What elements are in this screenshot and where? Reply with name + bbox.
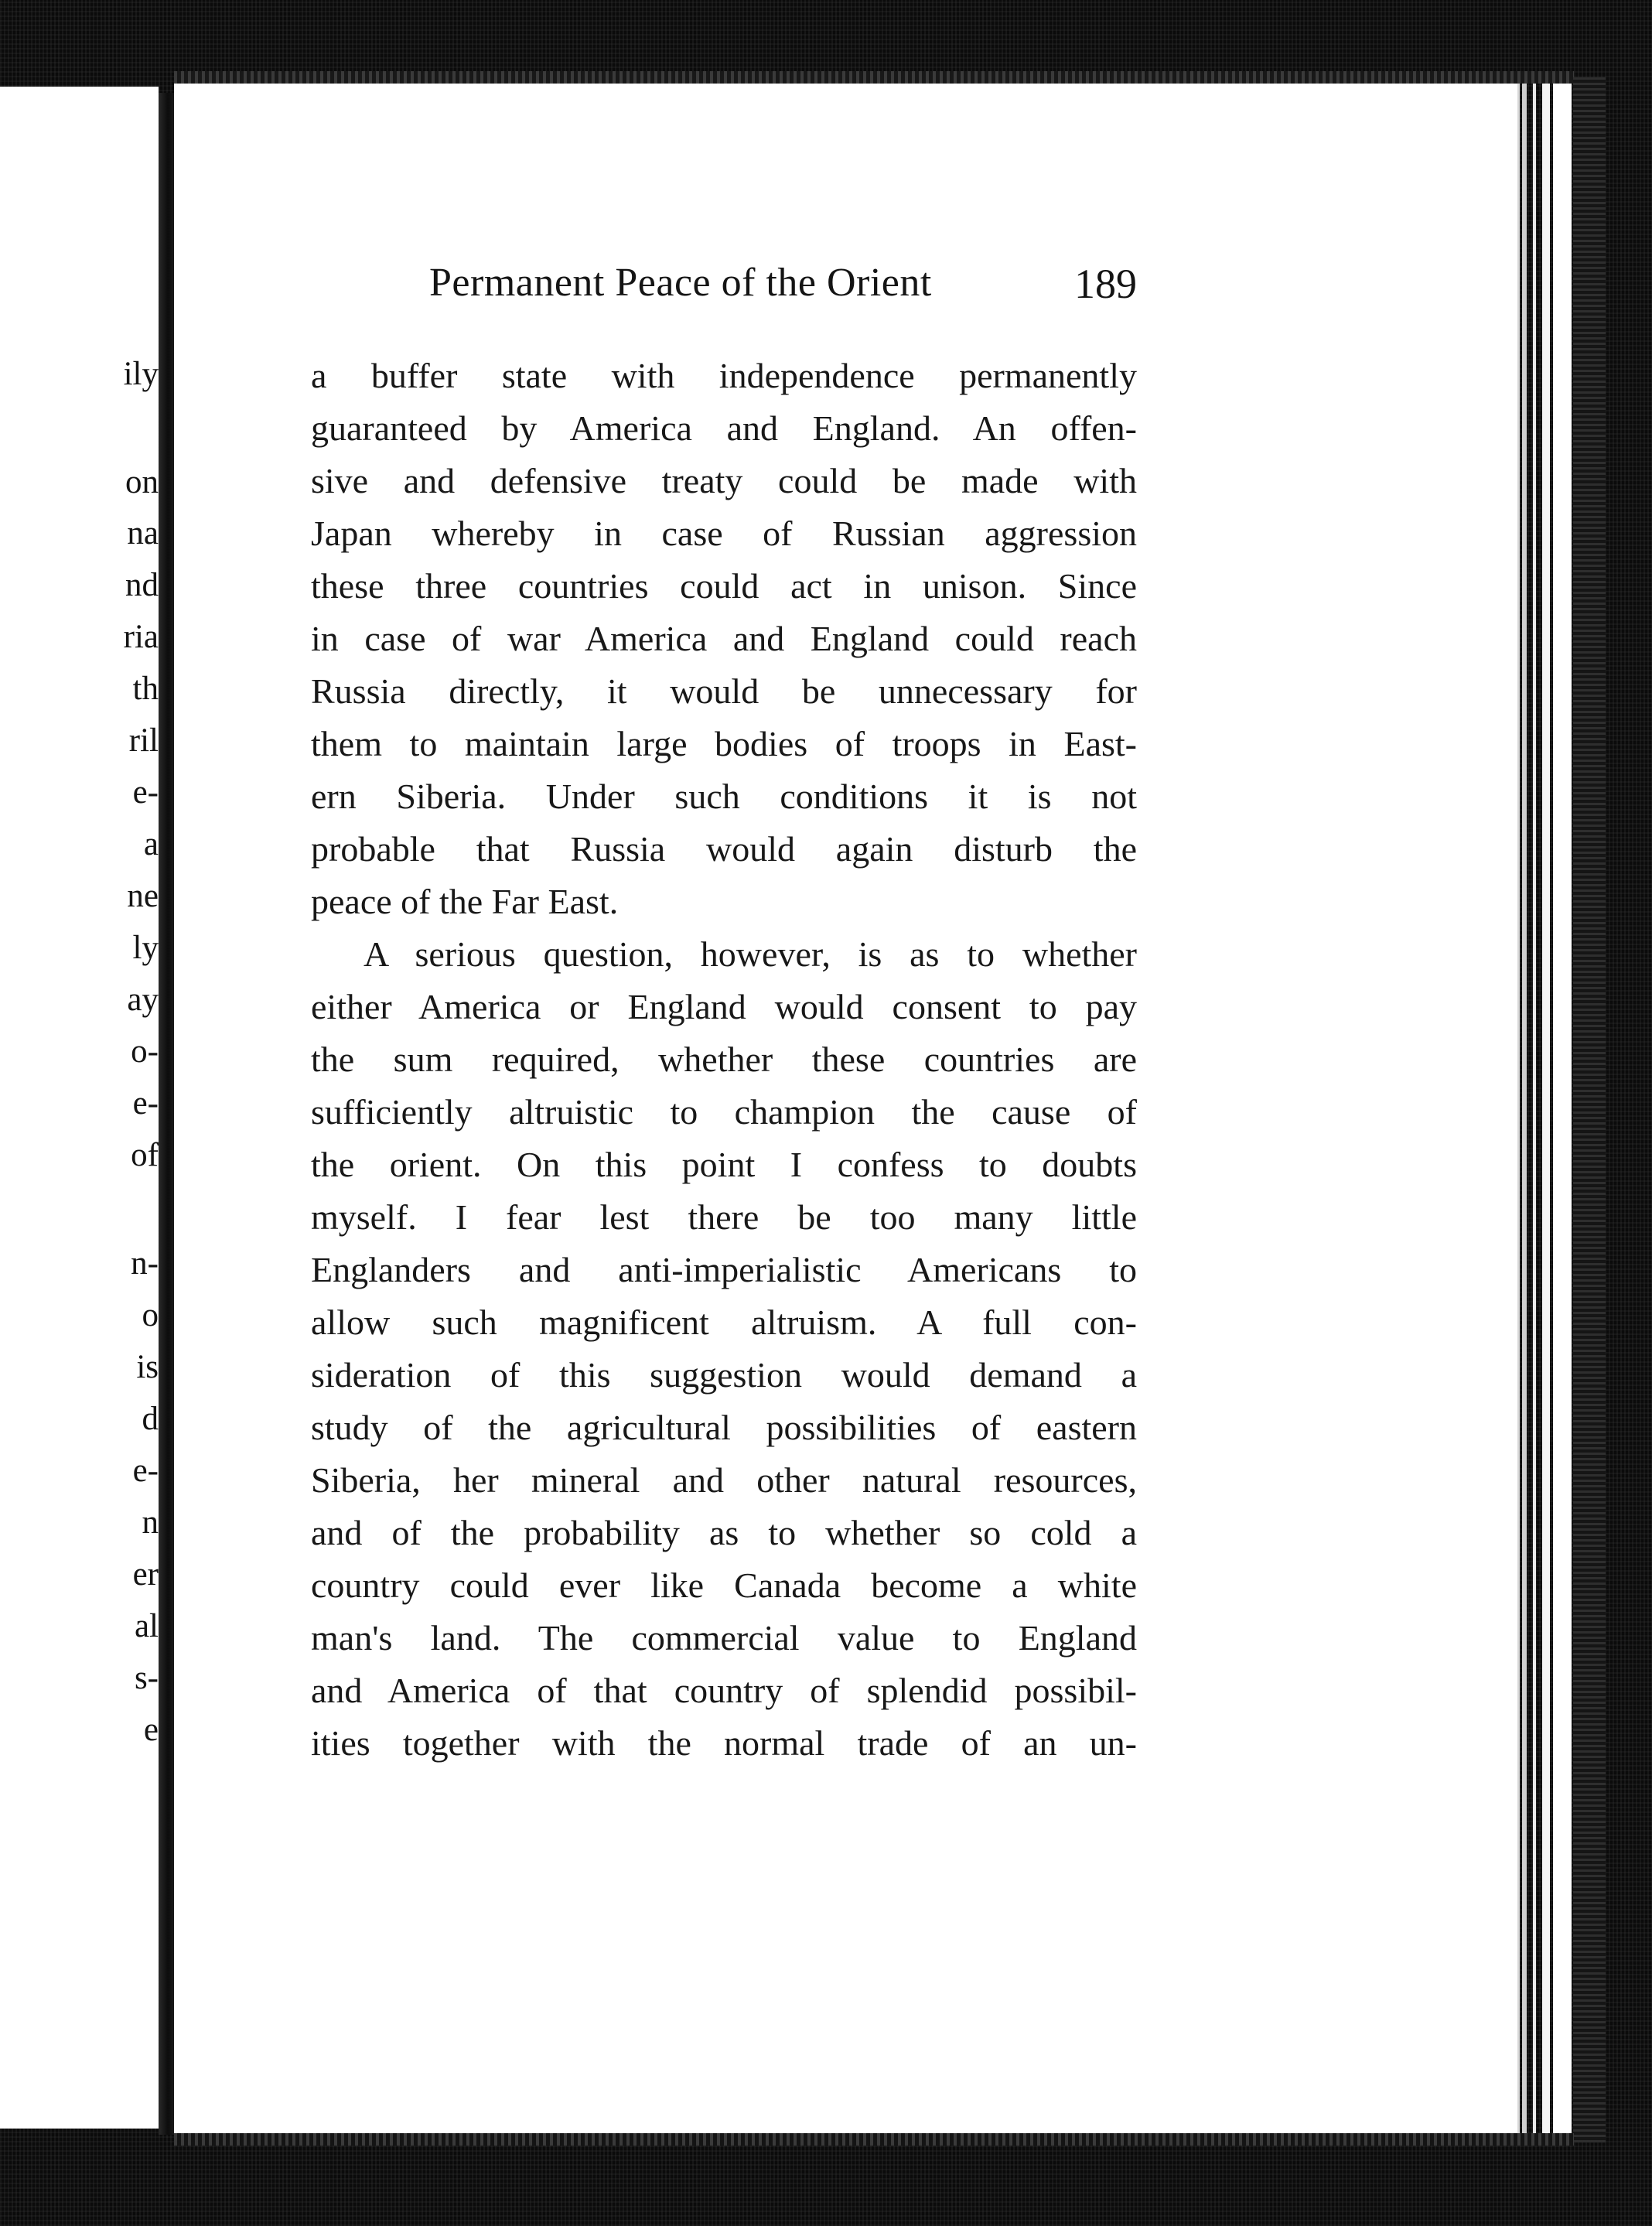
- body-text: [311, 350, 1137, 1770]
- text-line: Englanders and anti-imperialistic Americans to: [311, 1250, 1137, 1289]
- facing-page-fragment: ay: [127, 982, 159, 1018]
- text-line: Russia directly, it would be unnecessary for: [311, 671, 1137, 711]
- text-line: probable that Russia would again disturb the: [311, 829, 1137, 869]
- text-line: ities together with the normal trade of an un-: [311, 1723, 1137, 1763]
- page-number: 189: [1074, 261, 1137, 307]
- text-line: a buffer state with independence permanently: [311, 356, 1137, 395]
- text-line: ern Siberia. Under such conditions it is not: [311, 777, 1137, 816]
- book-top-edge: [174, 71, 1574, 84]
- facing-page-fragment: nd: [125, 567, 159, 603]
- facing-page-fragment: a: [143, 826, 159, 862]
- facing-page-fragment: ily: [123, 356, 159, 392]
- facing-page-fragment: al: [134, 1608, 159, 1644]
- text-line: sideration of this suggestion would demand a: [311, 1355, 1137, 1395]
- facing-page-fragment: e-: [132, 1453, 159, 1489]
- page-stack-edge: [1533, 84, 1536, 2133]
- text-line: and America of that country of splendid possibil-: [311, 1671, 1137, 1710]
- facing-page-fragment: ly: [132, 930, 159, 966]
- facing-page-fragment: is: [136, 1349, 159, 1385]
- running-title: Permanent Peace of the Orient: [429, 261, 932, 305]
- text-line: Siberia, her mineral and other natural resources,: [311, 1460, 1137, 1500]
- facing-page-fragment: o: [142, 1297, 159, 1333]
- text-line: the sum required, whether these countries are: [311, 1040, 1137, 1079]
- book-gutter: [159, 93, 174, 2135]
- running-head: [429, 260, 1137, 309]
- book-cover-edge: [1573, 77, 1606, 2142]
- page-stack-edge: [1553, 84, 1572, 2133]
- facing-page-fragment: e-: [132, 774, 159, 811]
- facing-page: [0, 87, 159, 2129]
- text-line: A serious question, however, is as to whether: [364, 934, 1137, 974]
- facing-page-fragment: n: [142, 1504, 159, 1541]
- facing-page-fragment: er: [132, 1556, 159, 1593]
- facing-page-fragment: ria: [123, 619, 159, 655]
- facing-page-fragment: ril: [128, 722, 159, 759]
- facing-page-fragment: e: [143, 1712, 159, 1748]
- facing-page-fragment: of: [131, 1137, 159, 1173]
- text-line: in case of war America and England could reach: [311, 619, 1137, 658]
- text-line: these three countries could act in unison. Since: [311, 566, 1137, 606]
- facing-page-fragment: th: [132, 671, 159, 707]
- text-line: Japan whereby in case of Russian aggression: [311, 514, 1137, 553]
- facing-page-fragment: n-: [131, 1245, 159, 1282]
- facing-page-fragment: na: [127, 515, 159, 551]
- text-line: them to maintain large bodies of troops in East-: [311, 724, 1137, 763]
- facing-page-fragment: ne: [127, 878, 159, 914]
- page-stack-edge: [1522, 84, 1527, 2133]
- book-bottom-edge: [174, 2133, 1574, 2146]
- text-line: country could ever like Canada become a white: [311, 1565, 1137, 1605]
- facing-page-fragment: d: [142, 1401, 159, 1437]
- text-line: study of the agricultural possibilities of eastern: [311, 1408, 1137, 1447]
- facing-page-fragment: o-: [131, 1033, 159, 1070]
- text-line: sufficiently altruistic to champion the cause of: [311, 1092, 1137, 1132]
- text-line: peace of the Far East.: [311, 882, 619, 921]
- text-line: either America or England would consent to pay: [311, 987, 1137, 1026]
- text-line: and of the probability as to whether so cold a: [311, 1513, 1137, 1552]
- text-line: sive and defensive treaty could be made with: [311, 461, 1137, 500]
- text-line: man's land. The commercial value to England: [311, 1618, 1137, 1658]
- page-stack-edge: [1542, 84, 1550, 2133]
- text-line: the orient. On this point I confess to doubts: [311, 1145, 1137, 1184]
- facing-page-fragment: on: [125, 464, 159, 500]
- text-line: guaranteed by America and England. An offen-: [311, 408, 1137, 448]
- facing-page-fragment: s-: [134, 1660, 159, 1696]
- facing-page-fragment: e-: [132, 1085, 159, 1122]
- text-line: allow such magnificent altruism. A full con-: [311, 1302, 1137, 1342]
- text-line: myself. I fear lest there be too many little: [311, 1197, 1137, 1237]
